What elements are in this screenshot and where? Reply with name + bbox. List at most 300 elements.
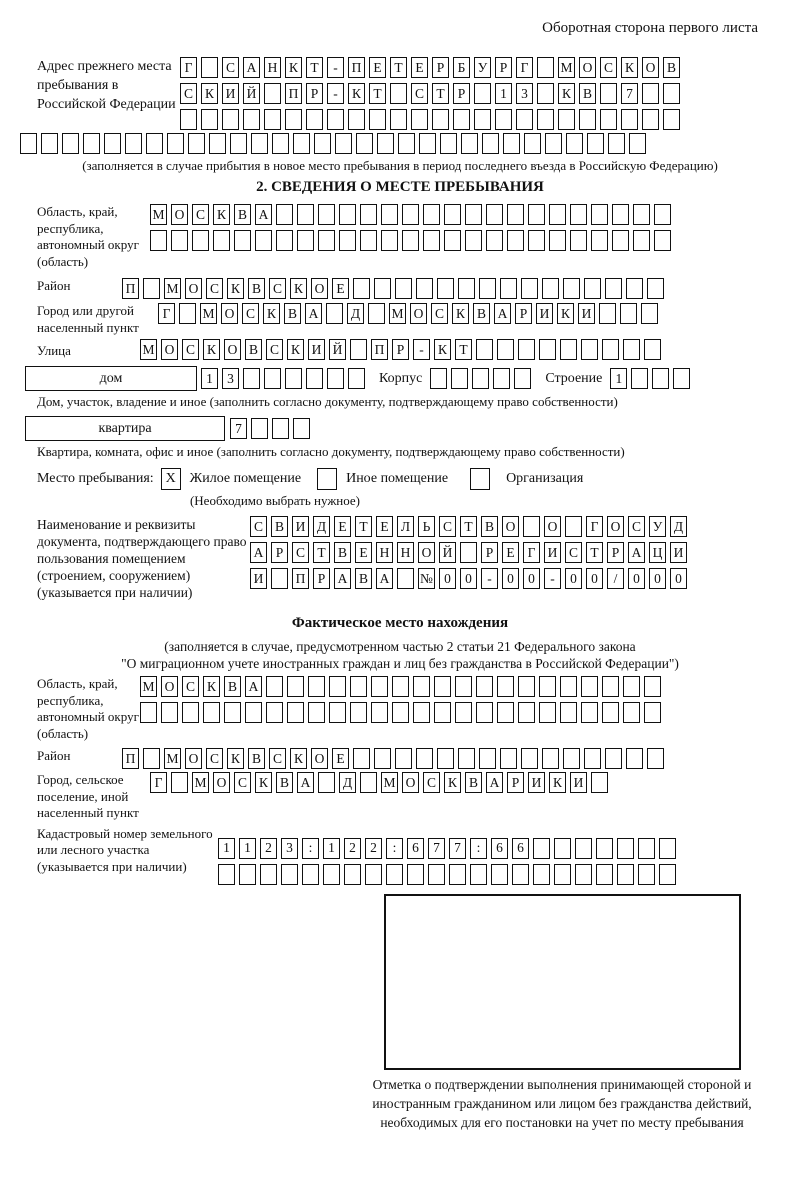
char-cell: В — [473, 303, 490, 324]
char-cell — [633, 230, 650, 251]
char-cell — [474, 109, 491, 130]
char-cell: / — [607, 568, 624, 589]
char-cell — [272, 133, 289, 154]
char-cell: С — [628, 516, 645, 537]
char-cell — [558, 109, 575, 130]
char-cell — [620, 303, 637, 324]
prev-address-row1 — [180, 57, 680, 78]
char-cell: Д — [670, 516, 687, 537]
char-cell — [659, 838, 676, 859]
checkbox-zhiloe: X — [161, 468, 181, 490]
char-cell — [243, 368, 260, 389]
char-cell — [449, 864, 466, 885]
char-cell: С — [222, 57, 239, 78]
char-cell: И — [250, 568, 267, 589]
fakt-note2: "О миграционном учете иностранных граждан и лиц без гражданства в Российской Федерации") — [121, 656, 679, 671]
fakt-title: Фактическое место нахождения — [291, 615, 509, 631]
char-cell — [171, 230, 188, 251]
char-cell — [512, 864, 529, 885]
char-cell: В — [248, 278, 265, 299]
char-cell — [222, 109, 239, 130]
char-cell: У — [649, 516, 666, 537]
char-cell — [413, 702, 430, 723]
char-cell — [460, 542, 477, 563]
char-cell — [581, 339, 598, 360]
char-cell — [143, 278, 160, 299]
char-cell — [451, 368, 468, 389]
char-cell — [602, 702, 619, 723]
char-cell: В — [355, 568, 372, 589]
char-cell: А — [486, 772, 503, 793]
char-cell — [182, 702, 199, 723]
char-cell: К — [558, 83, 575, 104]
s2-raion-block — [20, 278, 780, 299]
char-cell: 0 — [523, 568, 540, 589]
char-cell: Е — [332, 278, 349, 299]
char-cell — [461, 133, 478, 154]
mesto-label: Место пребывания: — [37, 471, 154, 486]
char-cell: М — [558, 57, 575, 78]
char-cell — [584, 278, 601, 299]
char-cell: Е — [369, 57, 386, 78]
char-cell: 1 — [610, 368, 627, 389]
char-cell — [381, 230, 398, 251]
char-cell — [329, 702, 346, 723]
char-cell — [306, 109, 323, 130]
char-cell: И — [536, 303, 553, 324]
char-cell — [161, 702, 178, 723]
char-cell — [308, 702, 325, 723]
char-cell: А — [628, 542, 645, 563]
char-cell — [638, 838, 655, 859]
fakt-oblast-row1 — [140, 676, 661, 697]
char-cell — [360, 772, 377, 793]
char-cell — [297, 204, 314, 225]
char-cell — [318, 230, 335, 251]
char-cell: В — [465, 772, 482, 793]
char-cell — [575, 838, 592, 859]
korpus-label: Корпус — [379, 370, 423, 386]
char-cell — [397, 568, 414, 589]
char-cell: К — [213, 204, 230, 225]
char-cell — [146, 133, 163, 154]
char-cell — [125, 133, 142, 154]
char-cell — [647, 748, 664, 769]
char-cell: В — [271, 516, 288, 537]
char-cell — [360, 230, 377, 251]
char-cell — [605, 748, 622, 769]
char-cell — [266, 702, 283, 723]
char-cell — [642, 109, 659, 130]
char-cell — [497, 676, 514, 697]
char-cell — [647, 278, 664, 299]
char-cell — [287, 702, 304, 723]
char-cell — [179, 303, 196, 324]
char-cell: О — [579, 57, 596, 78]
char-cell: А — [245, 676, 262, 697]
char-cell: С — [206, 748, 223, 769]
char-cell — [633, 204, 650, 225]
char-cell: Й — [243, 83, 260, 104]
char-cell — [602, 339, 619, 360]
char-cell — [528, 230, 545, 251]
char-cell: 0 — [439, 568, 456, 589]
char-cell: 0 — [628, 568, 645, 589]
char-cell — [430, 368, 447, 389]
char-cell — [621, 109, 638, 130]
char-cell — [523, 516, 540, 537]
s2-oblast-row1 — [150, 204, 671, 225]
char-cell — [180, 109, 197, 130]
char-cell — [353, 278, 370, 299]
char-cell — [587, 133, 604, 154]
kadastr-row1 — [218, 838, 676, 859]
dom-caption: Дом, участок, владение и иное (заполнить согласно документу, подтверждающему право собственности) — [37, 394, 618, 409]
char-cell: М — [389, 303, 406, 324]
char-cell — [474, 83, 491, 104]
fakt-gorod-block — [20, 772, 780, 822]
char-cell — [482, 133, 499, 154]
checkbox-org — [470, 468, 490, 490]
char-cell — [533, 864, 550, 885]
char-cell — [353, 748, 370, 769]
char-cell: 0 — [649, 568, 666, 589]
char-cell — [350, 339, 367, 360]
char-cell — [507, 204, 524, 225]
fakt-raion-row — [122, 748, 664, 769]
char-cell — [407, 864, 424, 885]
char-cell — [285, 368, 302, 389]
dom-box-label: дом — [25, 366, 197, 391]
char-cell: П — [122, 278, 139, 299]
char-cell: 7 — [621, 83, 638, 104]
char-cell — [371, 676, 388, 697]
char-cell — [608, 133, 625, 154]
char-cell — [251, 133, 268, 154]
kvartira-row — [20, 416, 780, 441]
char-cell: П — [285, 83, 302, 104]
char-cell — [584, 748, 601, 769]
char-cell — [297, 230, 314, 251]
char-cell: О — [171, 204, 188, 225]
char-cell: Р — [453, 83, 470, 104]
char-cell — [602, 676, 619, 697]
char-cell: Т — [313, 542, 330, 563]
char-cell: Б — [453, 57, 470, 78]
char-cell — [140, 702, 157, 723]
corner-note: Оборотная сторона первого листа — [542, 20, 758, 36]
char-cell — [83, 133, 100, 154]
char-cell — [437, 278, 454, 299]
char-cell: С — [600, 57, 617, 78]
kadastr-row2 — [218, 864, 676, 885]
char-cell — [476, 676, 493, 697]
char-cell — [209, 133, 226, 154]
kadastr-label: Кадастровый номер земельного или лесного участка (указывается при наличии) — [37, 825, 213, 874]
doc-row1 — [250, 516, 687, 537]
char-cell — [521, 748, 538, 769]
char-cell: У — [474, 57, 491, 78]
char-cell: 0 — [670, 568, 687, 589]
char-cell — [293, 133, 310, 154]
s2-ulitsa-block — [20, 339, 780, 360]
char-cell — [516, 109, 533, 130]
char-cell: Т — [369, 83, 386, 104]
section2-title: 2. СВЕДЕНИЯ О МЕСТЕ ПРЕБЫВАНИЯ — [256, 179, 544, 195]
char-cell: К — [557, 303, 574, 324]
char-cell: 2 — [365, 838, 382, 859]
char-cell: К — [201, 83, 218, 104]
char-cell — [453, 109, 470, 130]
char-cell — [652, 368, 669, 389]
char-cell: С — [180, 83, 197, 104]
char-cell: Н — [264, 57, 281, 78]
s2-gorod-row — [158, 303, 658, 324]
kadastr-block — [20, 826, 780, 885]
char-cell: А — [494, 303, 511, 324]
char-cell — [348, 368, 365, 389]
stroenie-cells — [610, 368, 690, 389]
char-cell — [335, 133, 352, 154]
char-cell: К — [227, 278, 244, 299]
char-cell — [444, 204, 461, 225]
char-cell — [581, 702, 598, 723]
char-cell: О — [185, 278, 202, 299]
char-cell — [339, 230, 356, 251]
char-cell: К — [203, 676, 220, 697]
opt-org-label: Организация — [506, 471, 584, 486]
fakt-oblast-block — [20, 676, 780, 742]
char-cell — [570, 204, 587, 225]
char-cell — [581, 676, 598, 697]
char-cell — [659, 864, 676, 885]
char-cell — [272, 418, 289, 439]
char-cell — [673, 368, 690, 389]
prev-address-label: Адрес прежнего места пребывания в Российской Федерации — [37, 59, 176, 112]
char-cell: Е — [332, 748, 349, 769]
char-cell — [318, 772, 335, 793]
char-cell: № — [418, 568, 435, 589]
fakt-oblast-row2 — [140, 702, 661, 723]
char-cell: М — [381, 772, 398, 793]
char-cell — [476, 702, 493, 723]
char-cell — [264, 368, 281, 389]
char-cell — [326, 303, 343, 324]
char-cell — [344, 864, 361, 885]
char-cell — [377, 133, 394, 154]
s2-ulitsa-label: Улица — [37, 343, 71, 358]
char-cell — [434, 676, 451, 697]
char-cell — [428, 864, 445, 885]
char-cell — [563, 278, 580, 299]
char-cell: К — [348, 83, 365, 104]
char-cell: Р — [607, 542, 624, 563]
char-cell — [638, 864, 655, 885]
char-cell — [497, 702, 514, 723]
char-cell — [392, 702, 409, 723]
char-cell: Л — [397, 516, 414, 537]
char-cell — [395, 748, 412, 769]
mesto-note: (Необходимо выбрать нужное) — [189, 493, 361, 508]
char-cell — [479, 748, 496, 769]
dom-row — [20, 366, 780, 391]
s2-gorod-label: Город или другой населенный пункт — [37, 303, 139, 335]
char-cell: Т — [586, 542, 603, 563]
char-cell: 7 — [428, 838, 445, 859]
fakt-gorod-label: Город, сельское поселение, иной населенный пункт — [37, 772, 139, 820]
char-cell: Г — [586, 516, 603, 537]
char-cell — [360, 204, 377, 225]
char-cell: И — [222, 83, 239, 104]
char-cell — [486, 230, 503, 251]
char-cell: 2 — [344, 838, 361, 859]
char-cell — [201, 109, 218, 130]
char-cell — [239, 864, 256, 885]
char-cell — [260, 864, 277, 885]
char-cell: С — [266, 339, 283, 360]
char-cell: - — [481, 568, 498, 589]
char-cell — [339, 204, 356, 225]
char-cell — [281, 864, 298, 885]
char-cell: : — [302, 838, 319, 859]
char-cell: Т — [355, 516, 372, 537]
char-cell — [386, 864, 403, 885]
char-cell — [224, 702, 241, 723]
char-cell — [416, 748, 433, 769]
char-cell — [234, 230, 251, 251]
char-cell — [419, 133, 436, 154]
prev-address-row4 — [20, 133, 780, 154]
char-cell: М — [140, 339, 157, 360]
char-cell — [432, 109, 449, 130]
char-cell: 1 — [323, 838, 340, 859]
char-cell: К — [203, 339, 220, 360]
char-cell: Н — [376, 542, 393, 563]
char-cell: Т — [432, 83, 449, 104]
char-cell — [575, 864, 592, 885]
char-cell — [271, 568, 288, 589]
char-cell — [104, 133, 121, 154]
char-cell: В — [284, 303, 301, 324]
char-cell — [437, 748, 454, 769]
char-cell — [644, 702, 661, 723]
char-cell — [434, 702, 451, 723]
char-cell: 6 — [491, 838, 508, 859]
char-cell — [465, 230, 482, 251]
char-cell: Г — [150, 772, 167, 793]
char-cell — [596, 864, 613, 885]
char-cell: И — [670, 542, 687, 563]
char-cell — [491, 864, 508, 885]
char-cell — [356, 133, 373, 154]
char-cell: Т — [455, 339, 472, 360]
char-cell: А — [250, 542, 267, 563]
fakt-gorod-row — [150, 772, 608, 793]
char-cell — [329, 676, 346, 697]
char-cell: М — [140, 676, 157, 697]
char-cell: Н — [397, 542, 414, 563]
char-cell: С — [242, 303, 259, 324]
s2-raion-row — [122, 278, 664, 299]
char-cell — [390, 83, 407, 104]
char-cell: О — [185, 748, 202, 769]
char-cell: О — [402, 772, 419, 793]
char-cell: Р — [313, 568, 330, 589]
char-cell: К — [263, 303, 280, 324]
char-cell: Р — [495, 57, 512, 78]
char-cell: С — [423, 772, 440, 793]
char-cell — [486, 204, 503, 225]
char-cell — [617, 838, 634, 859]
char-cell — [579, 109, 596, 130]
char-cell — [472, 368, 489, 389]
char-cell: В — [334, 542, 351, 563]
char-cell: С — [192, 204, 209, 225]
char-cell: И — [528, 772, 545, 793]
char-cell — [599, 303, 616, 324]
char-cell: Е — [411, 57, 428, 78]
char-cell — [560, 676, 577, 697]
char-cell — [565, 516, 582, 537]
char-cell — [663, 83, 680, 104]
char-cell: 1 — [239, 838, 256, 859]
prev-address-row3 — [180, 109, 680, 130]
char-cell — [554, 838, 571, 859]
doc-row3 — [250, 568, 687, 589]
char-cell — [293, 418, 310, 439]
char-cell — [20, 133, 37, 154]
char-cell: Е — [334, 516, 351, 537]
char-cell: Д — [339, 772, 356, 793]
char-cell: О — [544, 516, 561, 537]
char-cell — [402, 204, 419, 225]
char-cell — [167, 133, 184, 154]
char-cell — [323, 864, 340, 885]
char-cell — [570, 230, 587, 251]
char-cell — [545, 133, 562, 154]
char-cell — [518, 339, 535, 360]
char-cell: 3 — [281, 838, 298, 859]
char-cell — [402, 230, 419, 251]
char-cell — [644, 339, 661, 360]
char-cell — [612, 230, 629, 251]
char-cell — [533, 838, 550, 859]
char-cell: С — [269, 748, 286, 769]
char-cell — [626, 748, 643, 769]
doc-block — [20, 516, 780, 601]
char-cell: - — [544, 568, 561, 589]
char-cell: Й — [439, 542, 456, 563]
char-cell — [539, 676, 556, 697]
char-cell: Р — [271, 542, 288, 563]
s2-oblast-block — [20, 204, 780, 270]
char-cell — [470, 864, 487, 885]
char-cell — [612, 204, 629, 225]
char-cell: - — [413, 339, 430, 360]
char-cell: К — [434, 339, 451, 360]
char-cell: Т — [306, 57, 323, 78]
char-cell: П — [371, 339, 388, 360]
char-cell: С — [411, 83, 428, 104]
char-cell — [654, 204, 671, 225]
char-cell — [465, 204, 482, 225]
char-cell — [381, 204, 398, 225]
char-cell — [285, 109, 302, 130]
char-cell: 1 — [201, 368, 218, 389]
stamp-area — [362, 894, 762, 1132]
char-cell: В — [663, 57, 680, 78]
char-cell: И — [544, 542, 561, 563]
